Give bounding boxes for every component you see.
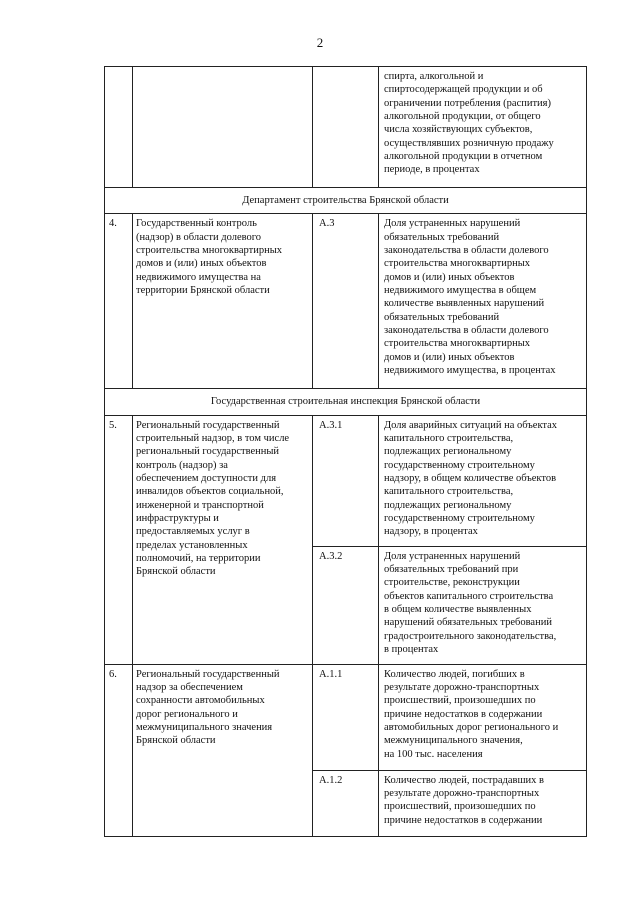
text-line: причине недостатков в содержании [384, 708, 543, 720]
text-line: территории Брянской области [136, 284, 270, 296]
table-row [105, 664, 587, 770]
row-number: 6. [105, 664, 133, 836]
text-line: обязательных требований [384, 311, 500, 323]
text-line: объектов капитального строительства [384, 590, 554, 602]
table-row-continuation [105, 67, 587, 188]
text-line: в общем количестве выявленных [384, 603, 532, 615]
cell-description [379, 664, 587, 770]
page-number: 2 [316, 35, 324, 50]
table-row [105, 415, 587, 546]
text-line: осуществлявших розничную продажу [384, 137, 554, 149]
indicators-table [104, 66, 587, 837]
text-line: периоде, в процентах [384, 164, 480, 176]
cell-description [379, 214, 587, 389]
text-line: капитального строительства, [384, 486, 514, 498]
text-line: Региональный государственный [136, 419, 280, 431]
text-line: домов и (или) иных объектов [384, 271, 515, 283]
text-line: нарушений обязательных требований [384, 617, 552, 629]
text-line: алкогольной продукции, от общего [384, 110, 541, 122]
text-line: надзор за обеспечением [136, 681, 243, 693]
text-line: результате дорожно-транспортных [384, 681, 540, 693]
text-line: контроль (надзор) за [136, 459, 228, 471]
indicator-code: А.3 [313, 214, 379, 389]
text-line: происшествий, произошедших по [384, 695, 536, 707]
text-line: (надзор) в области долевого [136, 231, 262, 243]
text-line: в процентах [384, 643, 439, 655]
text-line: Региональный государственный [136, 668, 280, 680]
text-line: Брянской области [136, 566, 216, 578]
text-line: причине недостатков в содержании [384, 814, 543, 826]
table-row-department [105, 389, 587, 415]
text-line: недвижимого имущества на [136, 271, 261, 283]
text-line: Доля аварийных ситуаций на объектах [384, 419, 558, 431]
text-line: законодательства в области долевого [384, 324, 549, 336]
text-line: надзору, в общем количестве объектов [384, 472, 557, 484]
text-line: результате дорожно-транспортных [384, 787, 540, 799]
text-line: градостроительного законодательства, [384, 630, 557, 642]
text-line: инвалидов объектов социальной, [136, 486, 284, 498]
text-line: Доля устраненных нарушений [384, 218, 521, 230]
cell-indicator-empty [313, 67, 379, 188]
cell-control-type [133, 415, 313, 664]
cell-control-type [133, 214, 313, 389]
text-line: законодательства в области долевого [384, 244, 549, 256]
indicator-code: А.3.1 [313, 415, 379, 546]
text-line: недвижимого имущества, в процентах [384, 364, 556, 376]
text-line: региональный государственный [136, 446, 280, 458]
text-line: обязательных требований при [384, 563, 519, 575]
text-line: Брянской области [136, 735, 216, 747]
cell-description [379, 415, 587, 546]
cell-control-empty [133, 67, 313, 188]
department-heading: Государственная строительная инспекция Брянской области [105, 389, 587, 415]
text-line: обеспечением доступности для [136, 472, 277, 484]
text-line: инженерной и транспортной [136, 499, 264, 511]
cell-description [379, 67, 587, 188]
text-line: пределах установленных [136, 539, 248, 551]
text-line: государственному строительному [384, 459, 535, 471]
text-line: государственному строительному [384, 512, 535, 524]
text-line: строительства многоквартирных [136, 244, 283, 256]
text-line: Государственный контроль [136, 218, 257, 230]
text-line: дорог регионального и [136, 708, 238, 720]
text-line: капитального строительства, [384, 432, 514, 444]
text-line: происшествий, произошедших по [384, 801, 536, 813]
text-line: спирта, алкогольной и [384, 71, 484, 82]
text-line: строительный надзор, в том числе [136, 432, 290, 444]
row-number: 5. [105, 415, 133, 664]
text-line: спиртосодержащей продукции и об [384, 84, 543, 96]
text-line: ограничении потребления (распития) [384, 97, 552, 109]
text-line: Доля устраненных нарушений [384, 550, 521, 562]
text-line: Количество людей, погибших в [384, 668, 525, 680]
text-line: межмуниципального значения, [384, 735, 523, 747]
indicator-code: А.1.2 [313, 770, 379, 836]
table-row [105, 214, 587, 389]
text-line: межмуниципального значения [136, 721, 273, 733]
text-line: количестве выявленных нарушений [384, 298, 545, 310]
text-line: надзору, в процентах [384, 526, 478, 538]
text-line: инфраструктуры и [136, 512, 219, 524]
indicator-code: А.3.2 [313, 546, 379, 664]
text-line: алкогольной продукции в отчетном [384, 150, 543, 162]
text-line: подлежащих региональному [384, 446, 512, 458]
text-line: строительства многоквартирных [384, 258, 531, 270]
cell-description [379, 770, 587, 836]
cell-control-type [133, 664, 313, 836]
text-line: предоставляемых услуг в [136, 526, 250, 538]
row-number: 4. [105, 214, 133, 389]
text-line: подлежащих региональному [384, 499, 512, 511]
text-line: Количество людей, пострадавших в [384, 774, 545, 786]
cell-description [379, 546, 587, 664]
department-heading: Департамент строительства Брянской области [105, 188, 587, 214]
indicator-code: А.1.1 [313, 664, 379, 770]
text-line: автомобильных дорог регионального и [384, 721, 559, 733]
table-row-department [105, 188, 587, 214]
text-line: строительстве, реконструкции [384, 577, 520, 589]
text-line: числа хозяйствующих субъектов, [384, 124, 533, 136]
text-line: на 100 тыс. населения [384, 748, 483, 760]
text-line: домов и (или) иных объектов [384, 351, 515, 363]
text-line: обязательных требований [384, 231, 500, 243]
cell-num-empty [105, 67, 133, 188]
text-line: сохранности автомобильных [136, 695, 265, 707]
text-line: строительства многоквартирных [384, 338, 531, 350]
text-line: домов и (или) иных объектов [136, 258, 267, 270]
text-line: полномочий, на территории [136, 552, 261, 564]
text-line: недвижимого имущества в общем [384, 284, 537, 296]
